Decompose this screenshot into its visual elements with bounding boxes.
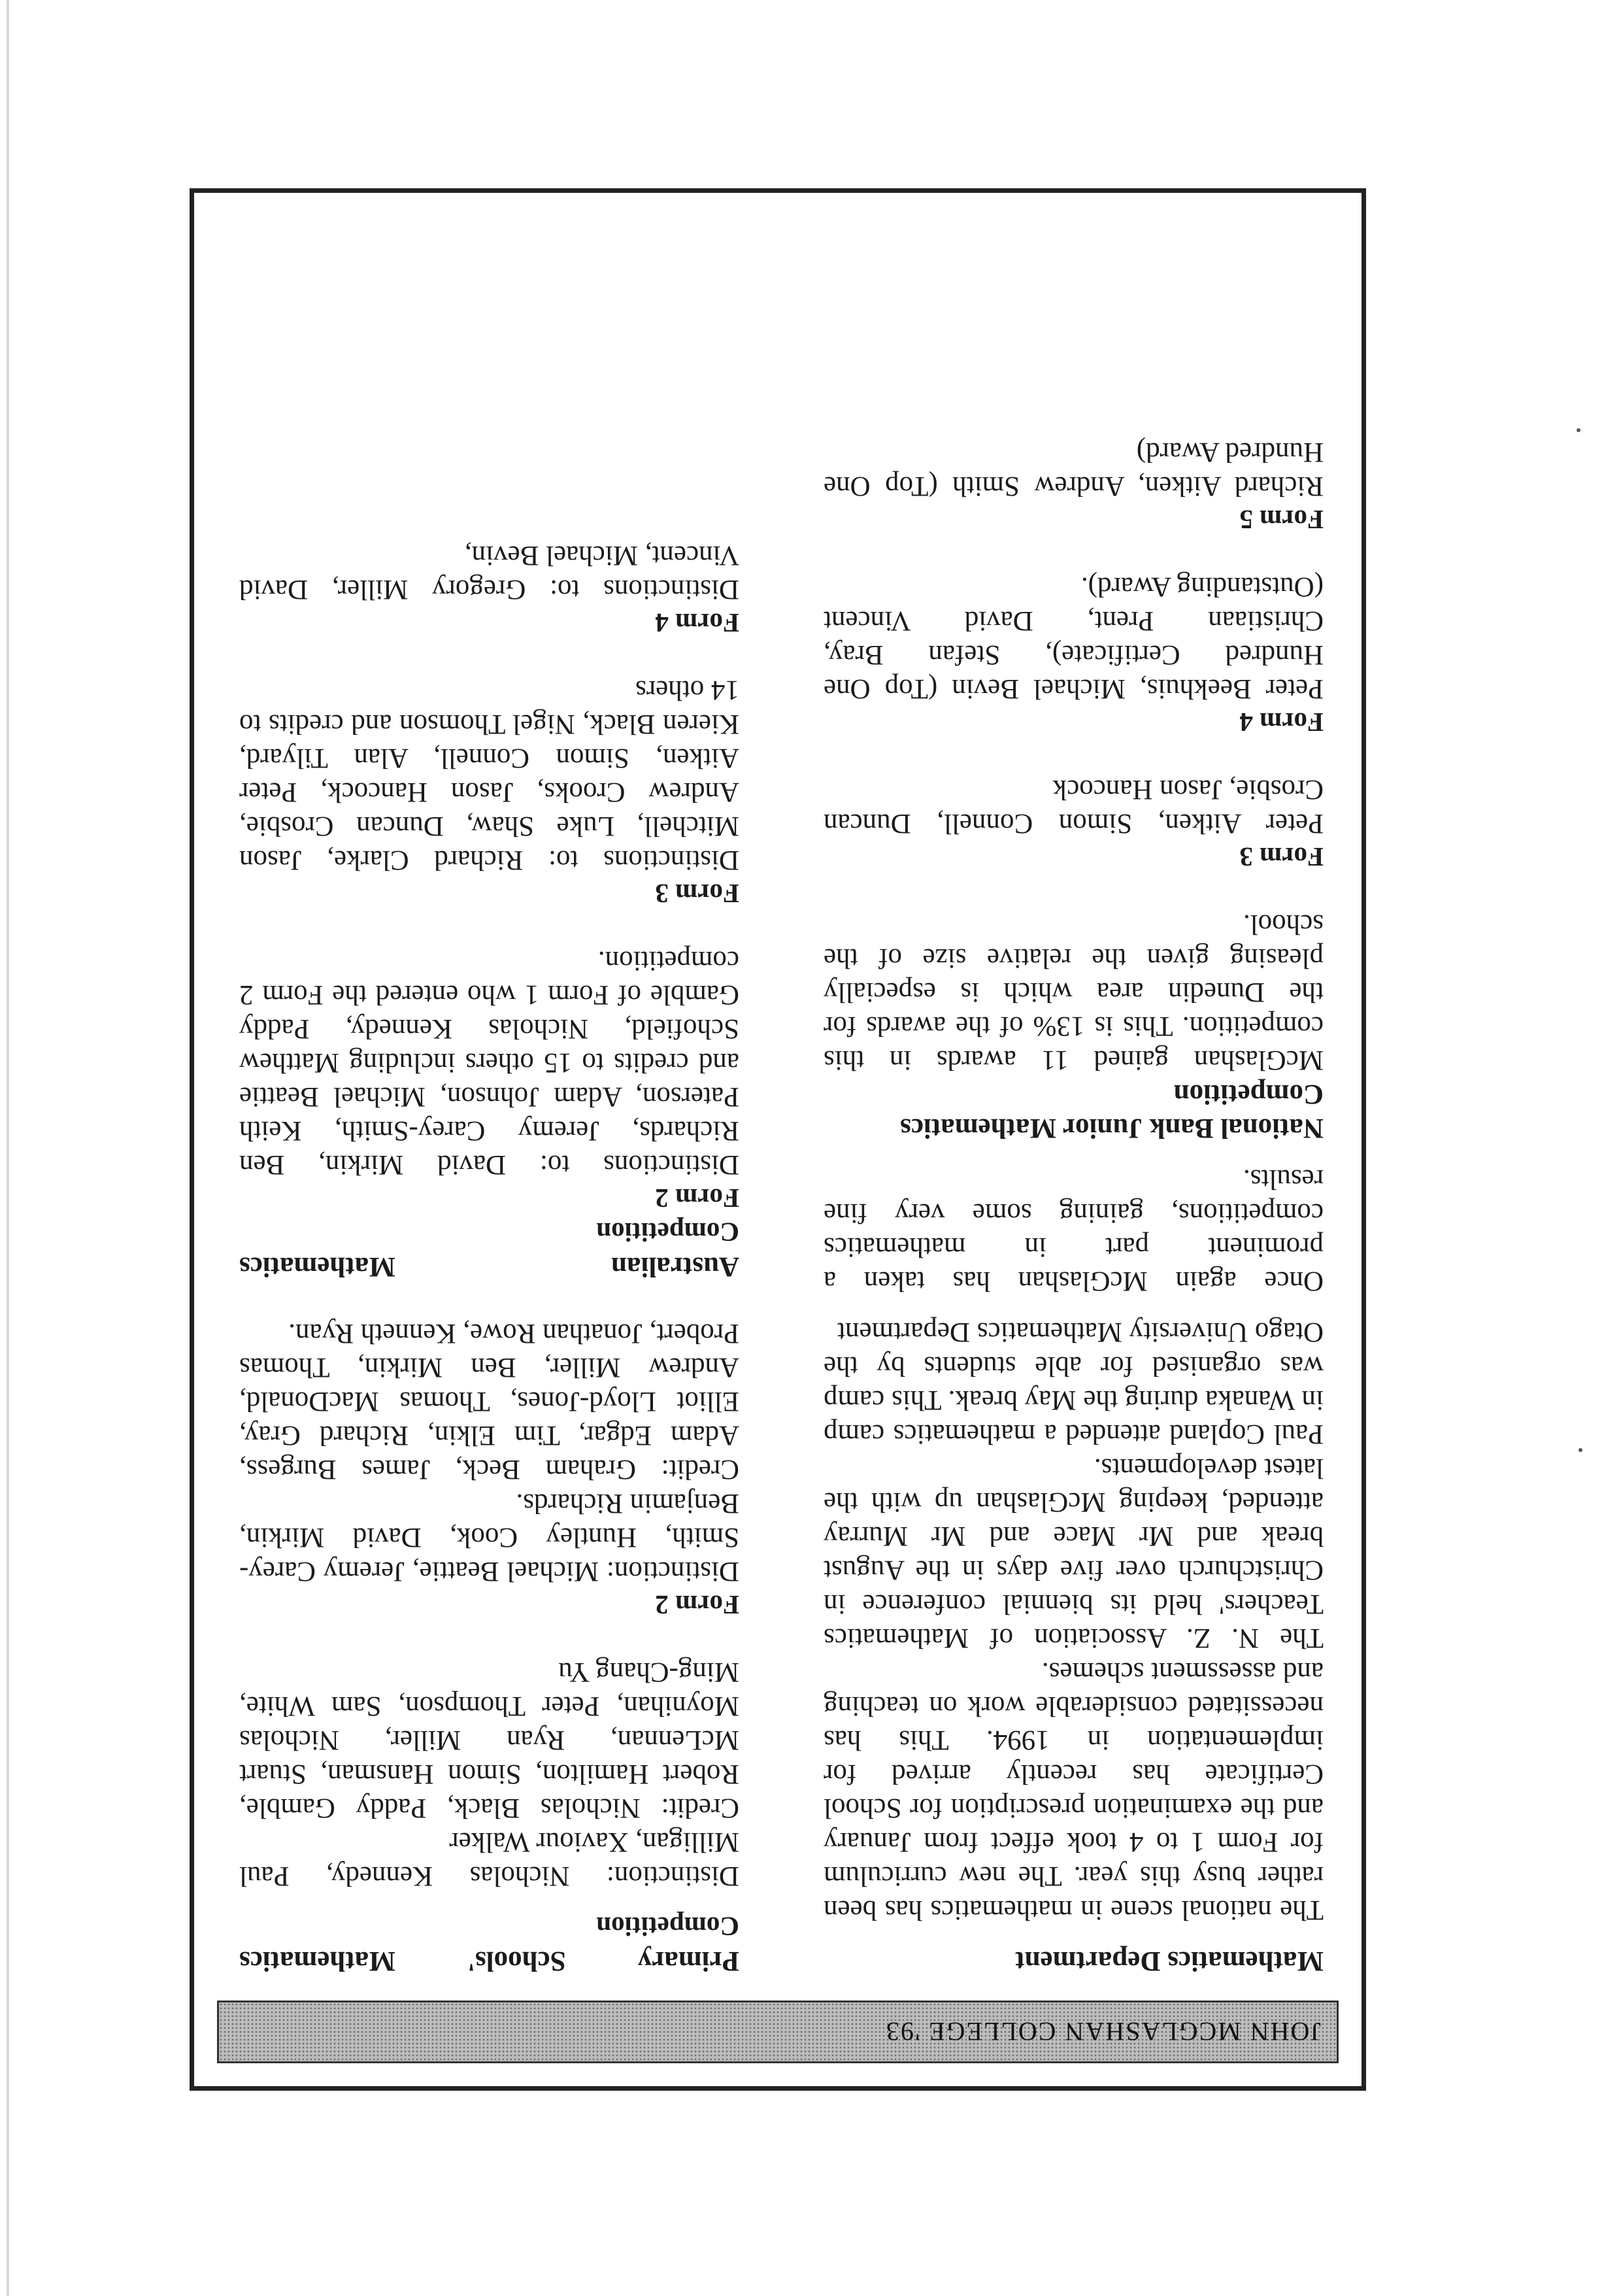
paragraph-nz-association: The N. Z. Association of Mathematics Teachers' held its biennial conference in Christchurch over five days in the August break and Mr Mace and Mr Murray attended, keeping McGlashan up with the latest developments. [824, 1453, 1324, 1653]
form5-label: Form 5 [1239, 505, 1324, 535]
amc-form3-label: Form 3 [655, 879, 739, 909]
psm-distinction: Distinction: Nicholas Kennedy, Paul Milligan, Xaviour Walker [239, 1827, 739, 1891]
right-column [239, 538, 739, 1978]
nbjm-heading: National Bank Junior Mathematics [900, 1113, 1324, 1143]
amc-form2-label: Form 2 [655, 1183, 739, 1213]
psm-form2-label: Form 2 [655, 1590, 739, 1620]
psm-form2-credit: Credit: Graham Beck, James Burgess, Adam Edgar, Tim Elkin, Richard Gray, Elliot Lloyd-Jones, Thomas MacDonald, Andrew Miller, Ben Mirkin, Thomas Probert, Jonathan Rowe, Kenneth Ryan. [239, 1318, 739, 1485]
paragraph-maths-camp: Paul Copland attended a mathematics camp in Wanaka during the May break. This camp was organised for able students by the Otago University Mathematics Department [824, 1317, 1324, 1449]
psm-heading [239, 1944, 739, 1978]
psm-credit: Credit: Nicholas Black, Paddy Gamble, Robert Hamilton, Simon Hansman, Stuart McLennan, Ryan Miller, Nicholas Moynihan, Peter Thompson, Sam White, Ming-Chang Yu [239, 1657, 739, 1823]
paragraph-nbjm: McGlashan gained 11 awards in this competition. This is 13% of the awards for the Dunedin area which is especially pleasing given the relative size of the school. [824, 909, 1324, 1075]
form5-names: Richard Aitken, Andrew Smith (Top One Hundred Award) [824, 437, 1324, 501]
department-heading: Mathematics Department [1015, 1946, 1324, 1976]
psm-form2-distinction: Distinction: Michael Beattie, Jeremy Carey-Smith, Huntley Cook, David Mirkin, Benjamin Richards. [239, 1488, 739, 1587]
psm-heading-line-2: Competition [596, 1912, 739, 1942]
amc-heading-line-2: Competition [596, 1217, 739, 1247]
dust-speck [1577, 428, 1580, 432]
psm-heading-word-2: Schools' [467, 1946, 566, 1976]
amc-form4-text: Distinctions to: Gregory Miller, David Vincent, Michael Bevin, [239, 540, 739, 605]
college-banner [217, 2001, 1339, 2063]
paragraph-competitions: Once again McGlashan has taken a prominent part in mathematics competitions, gaining some very fine results. [824, 1164, 1324, 1296]
dust-speck [1579, 1448, 1582, 1452]
amc-form2-text: Distinctions to: David Mirkin, Ben Richards, Jeremy Carey-Smith, Keith Paterson, Adam Johnson, Michael Beattie and credits to 15 others including Matthew Schofield, Nicholas Kennedy, Paddy Gamble of Form 1 who entered the Form 2 competition. [239, 945, 739, 1180]
amc-heading-word-2: Mathematics [239, 1251, 395, 1282]
amc-form3-text: Distinctions to: Richard Clarke, Jason Mitchell, Luke Shaw, Duncan Crosbie, Andrew Crooks, Jason Hancock, Peter Aitken, Simon Connell, Alan Tilyard, Kieren Black, Nigel Thomson and credits to 14 others [239, 675, 739, 875]
left-column [824, 435, 1324, 1978]
nbjm-heading-line-2: Competition [1173, 1079, 1324, 1109]
amc-form4-label: Form 4 [655, 608, 739, 638]
form3-names: Peter Aitken, Simon Connell, Duncan Crosbie, Jason Hancock [824, 774, 1324, 839]
page-sheet [190, 188, 1366, 2091]
form4-names: Peter Beekhuis, Michael Bevin (Top One Hundred Certificate), Stefan Bray, Christiaan Prent, David Vincent (Outstanding Award). [824, 571, 1324, 704]
psm-heading-word-1: Primary [637, 1946, 739, 1976]
amc-heading-word-1: Australian [611, 1251, 739, 1282]
scan-edge [7, 0, 9, 2296]
amc-heading [239, 1249, 739, 1283]
paragraph-national-scene: The national scene in mathematics has been rather busy this year. The new curriculum for Form 1 to 4 took effect from January and the examination prescription for School Certificate has recently arrived for implementation in 1994. This has necessitated considerable work on teaching and assessment schemes. [824, 1657, 1324, 1925]
banner-title: JOHN MCGLASHAN COLLEGE '93 [885, 2017, 1321, 2047]
form4-label: Form 4 [1239, 707, 1324, 737]
psm-heading-word-3: Mathematics [239, 1946, 395, 1976]
form3-label: Form 3 [1239, 842, 1324, 872]
